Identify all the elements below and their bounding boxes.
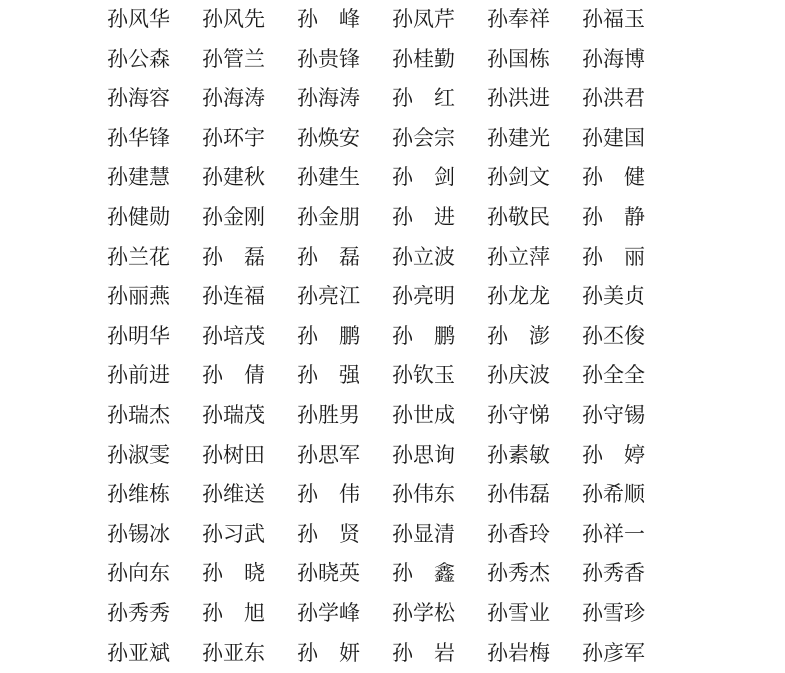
name-entry: 孙锡冰 xyxy=(107,521,170,546)
name-entry: 孙守锡 xyxy=(582,402,645,427)
name-entry: 孙华锋 xyxy=(107,125,170,150)
name-entry: 孙 磊 xyxy=(202,244,265,269)
name-entry: 孙祥一 xyxy=(582,521,645,546)
name-entry: 孙 鹏 xyxy=(392,323,455,348)
name-entry: 孙明华 xyxy=(107,323,170,348)
name-entry: 孙贵锋 xyxy=(297,46,360,71)
name-entry: 孙雪珍 xyxy=(582,600,645,625)
name-entry: 孙丽燕 xyxy=(107,284,170,309)
name-entry: 孙环宇 xyxy=(202,125,265,150)
name-entry: 孙习武 xyxy=(202,521,265,546)
name-entry: 孙香玲 xyxy=(487,521,550,546)
name-entry: 孙维栋 xyxy=(107,482,170,507)
name-entry: 孙建国 xyxy=(582,125,645,150)
name-entry: 孙风先 xyxy=(202,7,265,31)
name-entry: 孙 伟 xyxy=(297,482,360,507)
name-entry: 孙 红 xyxy=(392,86,455,111)
name-entry: 孙兰花 xyxy=(107,244,170,269)
name-entry: 孙全全 xyxy=(582,363,645,388)
name-entry: 孙会宗 xyxy=(392,125,455,150)
name-entry: 孙 剑 xyxy=(392,165,455,190)
name-entry: 孙瑞茂 xyxy=(202,402,265,427)
name-entry: 孙素敏 xyxy=(487,442,550,467)
name-entry: 孙亮江 xyxy=(297,284,360,309)
name-entry: 孙立萍 xyxy=(487,244,550,269)
name-entry: 孙思军 xyxy=(297,442,360,467)
name-entry: 孙桂勤 xyxy=(392,46,455,71)
name-entry: 孙 鑫 xyxy=(392,561,455,586)
name-entry: 孙希顺 xyxy=(582,482,645,507)
name-entry: 孙学松 xyxy=(392,600,455,625)
name-entry: 孙海涛 xyxy=(202,86,265,111)
name-entry: 孙 贤 xyxy=(297,521,360,546)
name-entry: 孙前进 xyxy=(107,363,170,388)
name-entry: 孙显清 xyxy=(392,521,455,546)
name-entry: 孙焕安 xyxy=(297,125,360,150)
name-entry: 孙丕俊 xyxy=(582,323,645,348)
name-entry: 孙奉祥 xyxy=(487,7,550,31)
name-entry: 孙海博 xyxy=(582,46,645,71)
name-entry: 孙凤芹 xyxy=(392,7,455,31)
name-entry: 孙管兰 xyxy=(202,46,265,71)
name-entry: 孙秀香 xyxy=(582,561,645,586)
name-entry: 孙庆波 xyxy=(487,363,550,388)
name-entry: 孙洪进 xyxy=(487,86,550,111)
name-entry: 孙 旭 xyxy=(202,600,265,625)
name-entry: 孙 倩 xyxy=(202,363,265,388)
name-entry: 孙亚斌 xyxy=(107,640,170,665)
name-entry: 孙国栋 xyxy=(487,46,550,71)
name-entry: 孙 静 xyxy=(582,204,645,229)
name-entry: 孙金朋 xyxy=(297,204,360,229)
name-entry: 孙胜男 xyxy=(297,402,360,427)
name-entry: 孙建秋 xyxy=(202,165,265,190)
name-entry: 孙瑞杰 xyxy=(107,402,170,427)
name-entry: 孙建慧 xyxy=(107,165,170,190)
name-entry: 孙世成 xyxy=(392,402,455,427)
name-entry: 孙 晓 xyxy=(202,561,265,586)
name-entry: 孙 进 xyxy=(392,204,455,229)
name-entry: 孙建生 xyxy=(297,165,360,190)
name-entry: 孙金刚 xyxy=(202,204,265,229)
name-entry: 孙 鹏 xyxy=(297,323,360,348)
name-entry: 孙淑雯 xyxy=(107,442,170,467)
name-entry: 孙敬民 xyxy=(487,204,550,229)
name-entry: 孙海涛 xyxy=(297,86,360,111)
name-entry: 孙美贞 xyxy=(582,284,645,309)
name-entry: 孙龙龙 xyxy=(487,284,550,309)
name-entry: 孙 澎 xyxy=(487,323,550,348)
name-entry: 孙海容 xyxy=(107,86,170,111)
name-entry: 孙 妍 xyxy=(297,640,360,665)
name-entry: 孙连福 xyxy=(202,284,265,309)
name-entry: 孙剑文 xyxy=(487,165,550,190)
name-entry: 孙学峰 xyxy=(297,600,360,625)
name-list-grid xyxy=(107,0,677,673)
name-entry: 孙 磊 xyxy=(297,244,360,269)
name-entry: 孙健勋 xyxy=(107,204,170,229)
name-entry: 孙福玉 xyxy=(582,7,645,31)
name-entry: 孙 婷 xyxy=(582,442,645,467)
name-entry: 孙思询 xyxy=(392,442,455,467)
name-entry: 孙秀秀 xyxy=(107,600,170,625)
name-entry: 孙亮明 xyxy=(392,284,455,309)
name-entry: 孙彦军 xyxy=(582,640,645,665)
name-entry: 孙伟东 xyxy=(392,482,455,507)
name-entry: 孙伟磊 xyxy=(487,482,550,507)
name-entry: 孙亚东 xyxy=(202,640,265,665)
name-entry: 孙 峰 xyxy=(297,7,360,31)
name-entry: 孙树田 xyxy=(202,442,265,467)
name-entry: 孙 强 xyxy=(297,363,360,388)
name-entry: 孙雪业 xyxy=(487,600,550,625)
name-entry: 孙风华 xyxy=(107,7,170,31)
name-entry: 孙洪君 xyxy=(582,86,645,111)
name-entry: 孙建光 xyxy=(487,125,550,150)
name-entry: 孙公森 xyxy=(107,46,170,71)
name-entry: 孙秀杰 xyxy=(487,561,550,586)
name-entry: 孙维送 xyxy=(202,482,265,507)
name-entry: 孙 岩 xyxy=(392,640,455,665)
name-entry: 孙向东 xyxy=(107,561,170,586)
name-entry: 孙晓英 xyxy=(297,561,360,586)
name-entry: 孙立波 xyxy=(392,244,455,269)
name-entry: 孙 健 xyxy=(582,165,645,190)
name-entry: 孙培茂 xyxy=(202,323,265,348)
name-entry: 孙守悌 xyxy=(487,402,550,427)
name-entry: 孙 丽 xyxy=(582,244,645,269)
name-entry: 孙岩梅 xyxy=(487,640,550,665)
name-entry: 孙钦玉 xyxy=(392,363,455,388)
